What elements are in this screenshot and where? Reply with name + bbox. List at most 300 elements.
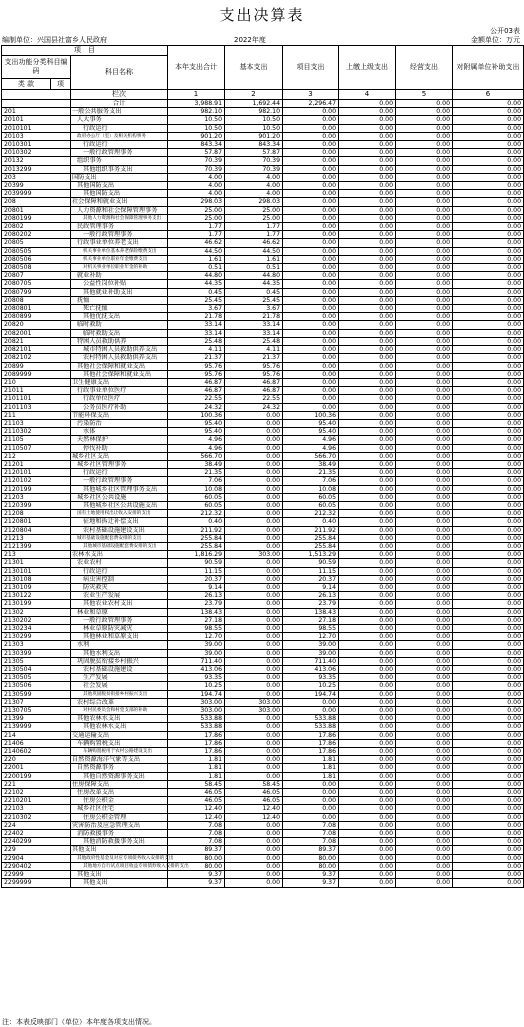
row-col-business: 0.00	[396, 871, 453, 879]
row-col-project: 7.08	[283, 838, 339, 846]
row-col-total: 95.40	[168, 419, 225, 427]
row-col-basic: 70.39	[225, 165, 283, 173]
row-code: 2010302	[2, 149, 71, 157]
row-col-project: 0.00	[283, 124, 339, 132]
table-row	[2, 592, 524, 600]
row-code: 201	[2, 108, 71, 116]
row-name: 林业草原防灾减灾	[71, 625, 168, 633]
row-col-business: 0.00	[396, 690, 453, 698]
row-col-business: 0.00	[396, 329, 453, 337]
row-name: 农业生产发展	[71, 592, 168, 600]
row-col-total: 255.84	[168, 534, 225, 542]
row-col-sub: 0.00	[339, 313, 396, 321]
header-n2: 2	[225, 90, 283, 100]
row-name: 其他自然资源事务支出	[71, 772, 168, 780]
row-col-business: 0.00	[396, 108, 453, 116]
row-col-project: 9.37	[283, 871, 339, 879]
row-col-subsidy: 0.00	[453, 583, 524, 591]
row-col-basic: 46.05	[225, 789, 283, 797]
row-col-business: 0.00	[396, 707, 453, 715]
row-col-basic: 10.50	[225, 116, 283, 124]
table-row	[2, 362, 524, 370]
row-col-sub: 0.00	[339, 305, 396, 313]
row-name: 社会保障和就业支出	[71, 198, 168, 206]
row-col-business: 0.00	[396, 362, 453, 370]
row-col-basic: 982.10	[225, 108, 283, 116]
row-col-project: 0.00	[283, 797, 339, 805]
row-col-project: 17.86	[283, 739, 339, 747]
row-col-subsidy: 0.00	[453, 124, 524, 132]
row-code: 2130101	[2, 567, 71, 575]
row-col-sub: 0.00	[339, 830, 396, 838]
total-col-basic: 1,692.44	[225, 100, 283, 108]
row-col-project: 7.08	[283, 821, 339, 829]
row-col-sub: 0.00	[339, 846, 396, 854]
row-col-business: 0.00	[396, 657, 453, 665]
row-col-project: 4.96	[283, 436, 339, 444]
row-col-business: 0.00	[396, 625, 453, 633]
row-col-basic: 58.45	[225, 780, 283, 788]
row-col-total: 1.81	[168, 772, 225, 780]
header-n1: 1	[168, 90, 225, 100]
row-name: 交通运输支出	[71, 731, 168, 739]
row-col-basic: 0.00	[225, 748, 283, 756]
row-code: 2080801	[2, 305, 71, 313]
row-col-sub: 0.00	[339, 526, 396, 534]
row-name: 车辆购置税用于农村公路建设支出	[71, 748, 168, 756]
row-col-basic: 0.00	[225, 871, 283, 879]
row-col-business: 0.00	[396, 149, 453, 157]
row-col-sub: 0.00	[339, 690, 396, 698]
row-name: 天然林保护	[71, 436, 168, 444]
row-col-basic: 21.78	[225, 313, 283, 321]
total-col-sub: 0.00	[339, 100, 396, 108]
row-col-basic: 0.00	[225, 830, 283, 838]
row-col-project: 80.00	[283, 854, 339, 862]
row-col-subsidy: 0.00	[453, 739, 524, 747]
row-col-total: 70.39	[168, 165, 225, 173]
row-col-total: 22.55	[168, 395, 225, 403]
row-col-total: 80.00	[168, 862, 225, 870]
row-col-basic: 0.00	[225, 428, 283, 436]
row-col-basic: 33.14	[225, 329, 283, 337]
row-col-business: 0.00	[396, 764, 453, 772]
row-code: 21399	[2, 715, 71, 723]
row-col-basic: 70.39	[225, 157, 283, 165]
row-col-total: 100.36	[168, 411, 225, 419]
row-name: 国有土地使用权出让收入安排的支出	[71, 510, 168, 518]
row-col-business: 0.00	[396, 370, 453, 378]
row-col-project: 39.00	[283, 641, 339, 649]
table-row	[2, 485, 524, 493]
row-col-subsidy: 0.00	[453, 272, 524, 280]
row-col-subsidy: 0.00	[453, 485, 524, 493]
row-code: 2130108	[2, 575, 71, 583]
table-row	[2, 633, 524, 641]
row-col-project: 0.00	[283, 264, 339, 272]
row-col-sub: 0.00	[339, 173, 396, 181]
row-col-business: 0.00	[396, 616, 453, 624]
row-col-sub: 0.00	[339, 329, 396, 337]
row-col-sub: 0.00	[339, 280, 396, 288]
row-col-project: 0.00	[283, 165, 339, 173]
row-col-subsidy: 0.00	[453, 797, 524, 805]
table-row	[2, 157, 524, 165]
row-col-project: 9.37	[283, 879, 339, 887]
row-col-business: 0.00	[396, 797, 453, 805]
row-col-subsidy: 0.00	[453, 838, 524, 846]
row-col-total: 39.00	[168, 641, 225, 649]
row-col-total: 4.96	[168, 436, 225, 444]
row-col-basic: 0.00	[225, 739, 283, 747]
row-col-basic: 4.00	[225, 190, 283, 198]
row-col-business: 0.00	[396, 575, 453, 583]
row-name: 其他人力资源和社会保障管理事务支出	[71, 214, 168, 222]
row-name: 其他农业农村支出	[71, 600, 168, 608]
row-col-total: 303.00	[168, 707, 225, 715]
row-col-business: 0.00	[396, 698, 453, 706]
row-col-subsidy: 0.00	[453, 247, 524, 255]
row-code: 21203	[2, 493, 71, 501]
row-col-sub: 0.00	[339, 493, 396, 501]
row-col-business: 0.00	[396, 223, 453, 231]
row-col-subsidy: 0.00	[453, 707, 524, 715]
row-col-sub: 0.00	[339, 247, 396, 255]
row-col-total: 303.00	[168, 698, 225, 706]
row-col-basic: 0.00	[225, 542, 283, 550]
row-col-basic: 57.87	[225, 149, 283, 157]
row-col-project: 0.00	[283, 141, 339, 149]
table-row	[2, 460, 524, 468]
row-col-project: 0.00	[283, 231, 339, 239]
row-col-business: 0.00	[396, 190, 453, 198]
row-col-total: 26.13	[168, 592, 225, 600]
row-col-business: 0.00	[396, 403, 453, 411]
table-row	[2, 272, 524, 280]
row-col-project: 0.00	[283, 789, 339, 797]
row-col-sub: 0.00	[339, 378, 396, 386]
row-col-sub: 0.00	[339, 452, 396, 460]
row-col-basic: 10.50	[225, 124, 283, 132]
row-code: 2080505	[2, 247, 71, 255]
row-code: 22103	[2, 805, 71, 813]
row-col-subsidy: 0.00	[453, 444, 524, 452]
row-col-sub: 0.00	[339, 354, 396, 362]
row-code: 2120199	[2, 485, 71, 493]
row-name: 人大事务	[71, 116, 168, 124]
row-col-basic: 0.00	[225, 854, 283, 862]
row-col-sub: 0.00	[339, 739, 396, 747]
row-col-sub: 0.00	[339, 616, 396, 624]
table-row	[2, 190, 524, 198]
table-row	[2, 501, 524, 509]
row-code: 221	[2, 780, 71, 788]
table-row	[2, 231, 524, 239]
row-col-basic: 0.00	[225, 838, 283, 846]
row-col-subsidy: 0.00	[453, 501, 524, 509]
header-code-group: 支出功能分类科目编码	[2, 56, 71, 79]
row-col-total: 98.55	[168, 625, 225, 633]
header-col-subsidy: 对附属单位补助支出	[453, 46, 524, 90]
row-col-total: 533.88	[168, 715, 225, 723]
row-col-total: 901.20	[168, 132, 225, 140]
table-row	[2, 707, 524, 715]
row-col-basic: 33.14	[225, 321, 283, 329]
row-name: 自然资源海洋气象等支出	[71, 756, 168, 764]
row-col-total: 4.11	[168, 346, 225, 354]
row-col-business: 0.00	[396, 198, 453, 206]
row-name: 公务员医疗补助	[71, 403, 168, 411]
total-code-cell	[2, 100, 71, 108]
row-col-sub: 0.00	[339, 805, 396, 813]
row-col-subsidy: 0.00	[453, 280, 524, 288]
table-row	[2, 264, 524, 272]
row-col-sub: 0.00	[339, 501, 396, 509]
row-col-total: 0.40	[168, 518, 225, 526]
row-col-subsidy: 0.00	[453, 813, 524, 821]
row-code: 20807	[2, 272, 71, 280]
row-code: 2080202	[2, 231, 71, 239]
row-code: 220	[2, 756, 71, 764]
row-name: 卫生健康支出	[71, 378, 168, 386]
row-code: 2080506	[2, 255, 71, 263]
row-col-subsidy: 0.00	[453, 633, 524, 641]
row-col-project: 27.18	[283, 616, 339, 624]
row-col-project: 0.00	[283, 206, 339, 214]
row-name: 死亡抚恤	[71, 305, 168, 313]
expenditure-table	[1, 45, 524, 888]
row-code: 212	[2, 452, 71, 460]
row-code: 21213	[2, 534, 71, 542]
row-col-sub: 0.00	[339, 510, 396, 518]
row-col-project: 60.05	[283, 493, 339, 501]
row-col-business: 0.00	[396, 789, 453, 797]
row-col-project: 0.00	[283, 698, 339, 706]
row-code: 2080199	[2, 214, 71, 222]
row-code: 2130299	[2, 633, 71, 641]
row-name: 特困人员救助供养	[71, 337, 168, 345]
row-code: 22102	[2, 789, 71, 797]
row-col-business: 0.00	[396, 666, 453, 674]
row-name: 抚恤	[71, 296, 168, 304]
table-row	[2, 871, 524, 879]
row-col-business: 0.00	[396, 723, 453, 731]
row-col-project: 0.00	[283, 354, 339, 362]
row-code: 20808	[2, 296, 71, 304]
row-col-project: 0.00	[283, 337, 339, 345]
row-col-total: 9.14	[168, 583, 225, 591]
table-row	[2, 493, 524, 501]
row-col-business: 0.00	[396, 239, 453, 247]
table-row	[2, 739, 524, 747]
row-name: 其他城乡社区公共设施支出	[71, 501, 168, 509]
header-item: 项 目	[2, 46, 168, 56]
row-col-business: 0.00	[396, 247, 453, 255]
row-col-business: 0.00	[396, 337, 453, 345]
row-col-business: 0.00	[396, 206, 453, 214]
row-col-basic: 46.87	[225, 387, 283, 395]
row-col-basic: 3.67	[225, 305, 283, 313]
row-code: 2120101	[2, 469, 71, 477]
header-entry: 项	[51, 79, 71, 90]
row-col-project: 0.00	[283, 132, 339, 140]
row-col-total: 413.06	[168, 666, 225, 674]
row-col-subsidy: 0.00	[453, 780, 524, 788]
row-col-total: 255.84	[168, 542, 225, 550]
row-col-project: 0.00	[283, 190, 339, 198]
row-col-sub: 0.00	[339, 198, 396, 206]
row-col-subsidy: 0.00	[453, 223, 524, 231]
row-col-total: 46.62	[168, 239, 225, 247]
row-col-project: 255.84	[283, 534, 339, 542]
row-col-business: 0.00	[396, 682, 453, 690]
table-row	[2, 370, 524, 378]
row-col-business: 0.00	[396, 411, 453, 419]
row-col-total: 11.15	[168, 567, 225, 575]
row-col-total: 39.00	[168, 649, 225, 657]
row-col-project: 0.00	[283, 149, 339, 157]
row-col-subsidy: 0.00	[453, 772, 524, 780]
table-row	[2, 813, 524, 821]
row-col-subsidy: 0.00	[453, 592, 524, 600]
row-code: 2013299	[2, 165, 71, 173]
row-col-business: 0.00	[396, 526, 453, 534]
row-name: 其他社会保障和就业支出	[71, 362, 168, 370]
table-row	[2, 789, 524, 797]
row-col-subsidy: 0.00	[453, 264, 524, 272]
row-col-business: 0.00	[396, 264, 453, 272]
row-col-subsidy: 0.00	[453, 805, 524, 813]
row-col-sub: 0.00	[339, 772, 396, 780]
row-col-subsidy: 0.00	[453, 165, 524, 173]
row-col-subsidy: 0.00	[453, 871, 524, 879]
row-col-subsidy: 0.00	[453, 854, 524, 862]
row-col-basic: 0.00	[225, 666, 283, 674]
row-col-project: 255.84	[283, 542, 339, 550]
table-row	[2, 821, 524, 829]
row-code: 21011	[2, 387, 71, 395]
table-row	[2, 346, 524, 354]
row-col-basic: 0.00	[225, 592, 283, 600]
row-col-sub: 0.00	[339, 182, 396, 190]
row-col-sub: 0.00	[339, 477, 396, 485]
row-col-subsidy: 0.00	[453, 403, 524, 411]
row-name: 住房公积金管理	[71, 813, 168, 821]
row-col-business: 0.00	[396, 419, 453, 427]
row-col-basic: 0.00	[225, 731, 283, 739]
row-name: 病虫害控制	[71, 575, 168, 583]
row-col-project: 533.88	[283, 715, 339, 723]
row-code: 2120399	[2, 501, 71, 509]
table-row	[2, 305, 524, 313]
row-col-sub: 0.00	[339, 698, 396, 706]
row-col-business: 0.00	[396, 231, 453, 239]
row-code: 214	[2, 731, 71, 739]
row-col-subsidy: 0.00	[453, 190, 524, 198]
row-col-business: 0.00	[396, 346, 453, 354]
row-col-basic: 25.45	[225, 296, 283, 304]
row-col-business: 0.00	[396, 354, 453, 362]
row-code: 2080799	[2, 288, 71, 296]
row-col-basic: 0.00	[225, 674, 283, 682]
row-col-subsidy: 0.00	[453, 411, 524, 419]
row-col-project: 10.25	[283, 682, 339, 690]
row-col-subsidy: 0.00	[453, 288, 524, 296]
row-col-basic: 0.00	[225, 567, 283, 575]
row-col-sub: 0.00	[339, 731, 396, 739]
row-col-total: 27.18	[168, 616, 225, 624]
row-col-subsidy: 0.00	[453, 748, 524, 756]
row-col-sub: 0.00	[339, 116, 396, 124]
table-number: 公开03表	[490, 27, 520, 35]
row-code: 2080508	[2, 264, 71, 272]
row-col-project: 11.15	[283, 567, 339, 575]
row-col-subsidy: 0.00	[453, 862, 524, 870]
row-name: 行政运行	[71, 469, 168, 477]
row-name: 城市特困人员救助供养支出	[71, 346, 168, 354]
table-row	[2, 395, 524, 403]
row-name: 其他支出	[71, 879, 168, 887]
row-col-project: 17.86	[283, 748, 339, 756]
row-col-subsidy: 0.00	[453, 378, 524, 386]
row-name: 城乡社区住宅	[71, 805, 168, 813]
row-name: 行政运行	[71, 124, 168, 132]
table-row	[2, 378, 524, 386]
row-col-business: 0.00	[396, 132, 453, 140]
row-name: 征地和拆迁补偿支出	[71, 518, 168, 526]
row-col-subsidy: 0.00	[453, 764, 524, 772]
row-col-subsidy: 0.00	[453, 510, 524, 518]
header-kind	[2, 79, 51, 90]
row-col-project: 0.00	[283, 329, 339, 337]
row-col-subsidy: 0.00	[453, 116, 524, 124]
row-col-total: 194.74	[168, 690, 225, 698]
row-code: 210	[2, 378, 71, 386]
row-col-sub: 0.00	[339, 223, 396, 231]
row-code: 20801	[2, 206, 71, 214]
row-name: 一般公共服务支出	[71, 108, 168, 116]
table-row	[2, 830, 524, 838]
row-col-total: 33.14	[168, 321, 225, 329]
row-col-basic: 0.00	[225, 715, 283, 723]
row-col-total: 46.87	[168, 378, 225, 386]
row-col-business: 0.00	[396, 592, 453, 600]
row-col-business: 0.00	[396, 141, 453, 149]
row-col-project: 38.49	[283, 460, 339, 468]
row-col-basic: 298.03	[225, 198, 283, 206]
row-name: 机关事业单位基本养老保险缴费支出	[71, 247, 168, 255]
row-col-basic: 1.77	[225, 231, 283, 239]
table-row	[2, 198, 524, 206]
row-col-business: 0.00	[396, 255, 453, 263]
row-col-basic: 4.00	[225, 182, 283, 190]
row-col-business: 0.00	[396, 173, 453, 181]
row-col-total: 95.76	[168, 370, 225, 378]
row-col-basic: 0.00	[225, 493, 283, 501]
row-col-project: 80.00	[283, 862, 339, 870]
row-code: 22402	[2, 830, 71, 838]
row-code: 2130505	[2, 674, 71, 682]
row-col-business: 0.00	[396, 772, 453, 780]
row-code: 224	[2, 821, 71, 829]
row-code: 203	[2, 173, 71, 181]
row-name: 城市基础设施配套费安排的支出	[71, 534, 168, 542]
row-col-basic: 0.00	[225, 411, 283, 419]
row-col-total: 7.08	[168, 838, 225, 846]
row-col-sub: 0.00	[339, 764, 396, 772]
row-col-basic: 0.00	[225, 764, 283, 772]
row-col-subsidy: 0.00	[453, 649, 524, 657]
